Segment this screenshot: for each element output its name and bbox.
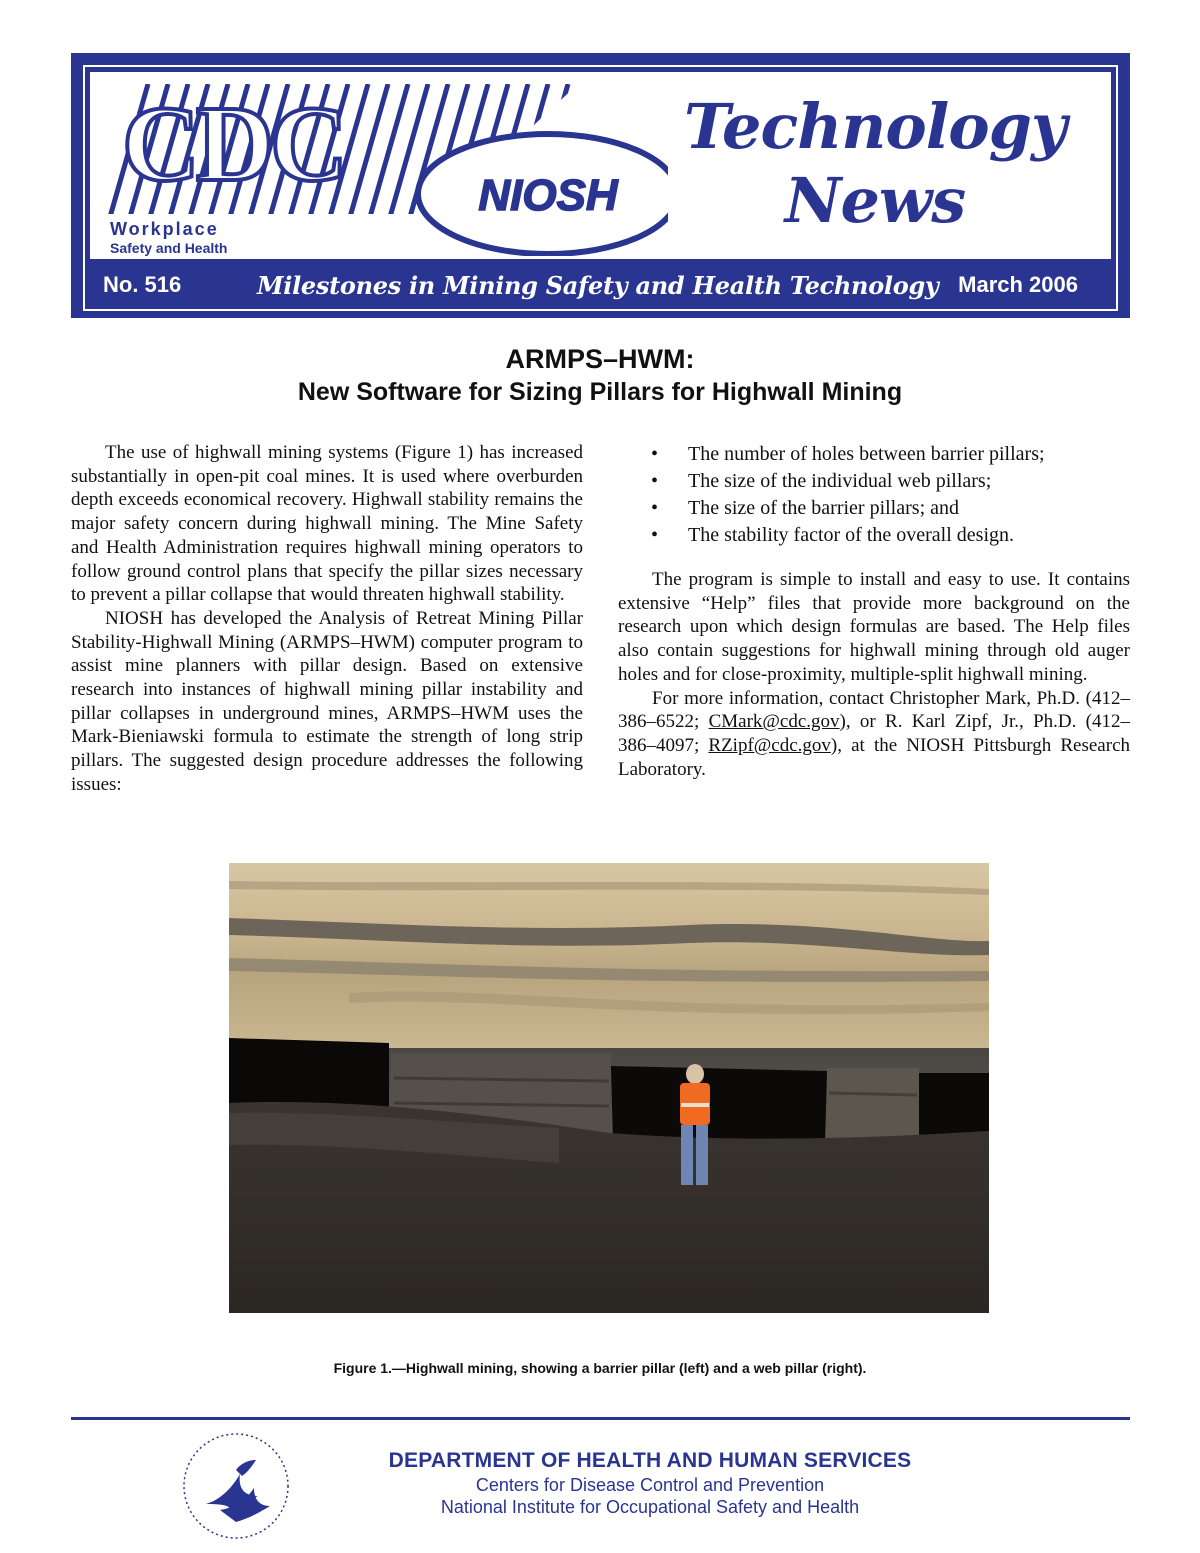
safety-health-label: Safety and Health <box>110 240 228 256</box>
article-headline <box>0 343 1200 409</box>
workplace-label: Workplace <box>110 219 219 239</box>
paragraph-intro: The use of highwall mining systems (Figure 1) has increased substantially in open-pit coal mines. It is used where overburden depth exceeds economical recovery. Highwall stability remains the major safety concern during highwall mining. The Mine Safety and Health Administration requires highwall mining operators to follow ground control plans that specify the pillar sizes necessary to prevent a pillar collapse that would threaten highwall stability. <box>71 442 583 606</box>
list-item: • The size of the individual web pillars; <box>618 468 1130 495</box>
bullet-icon: • <box>651 497 659 519</box>
highwall-scene-image <box>229 863 989 1313</box>
paragraph-contact: For more information, contact Christopher Mark, Ph.D. (412–386–6522; CMark@cdc.gov), or R. Karl Zipf, Jr., Ph.D. (412–386–4097; RZipf@cdc.gov), at the NIOSH Pittsburgh Research Laboratory. <box>618 687 1131 780</box>
issue-date: March 2006 <box>958 272 1078 297</box>
hhs-seal-icon <box>180 1430 292 1542</box>
svg-text:NIOSH: NIOSH <box>478 171 618 220</box>
series-tagline: Milestones in Mining Safety and Health Technology <box>257 271 939 300</box>
title-technology: Technology <box>683 90 1066 163</box>
article-subtitle: New Software for Sizing Pillars for Highwall Mining <box>297 378 903 406</box>
bullet-icon: • <box>651 470 659 492</box>
design-issues-list <box>618 441 1130 549</box>
paragraph-niosh: NIOSH has developed the Analysis of Retreat Mining Pillar Stability-Highwall Mining (ARMPS–HWM) computer program to assist mine planners with pillar design. Based on extensive research into instances of highwall mining pillar instability and pillar collapses in underground mines, ARMPS–HWM uses the Mark-Bieniawski formula to estimate the strength of long strip pillars. The suggested design procedure addresses the following issues: <box>71 607 583 795</box>
cdc-name: Centers for Disease Control and Prevention <box>475 1475 825 1495</box>
cdc-tagline <box>110 220 227 255</box>
figure-caption: Figure 1.—Highwall mining, showing a barrier pillar (left) and a web pillar (right). <box>333 1360 867 1376</box>
publication-title <box>650 90 1100 238</box>
highwall-photo <box>229 863 989 1313</box>
right-column <box>618 441 1130 781</box>
footer-department <box>300 1448 1000 1518</box>
footer-divider <box>71 1417 1130 1420</box>
list-item: • The number of holes between barrier pillars; <box>618 441 1130 468</box>
article-title: ARMPS–HWM: <box>505 344 695 374</box>
niosh-name: National Institute for Occupational Safety and Health <box>440 1497 860 1517</box>
bullet-icon: • <box>651 443 659 465</box>
department-name: DEPARTMENT OF HEALTH AND HUMAN SERVICES <box>388 1449 912 1472</box>
title-news: News <box>784 164 966 237</box>
left-column <box>71 441 583 797</box>
email-link-zipf[interactable]: RZipf@cdc.gov <box>708 734 831 756</box>
svg-text:CDC: CDC <box>122 85 344 204</box>
masthead <box>71 53 1130 318</box>
masthead-banner <box>87 69 1114 262</box>
bullet-icon: • <box>651 524 659 546</box>
paragraph-program: The program is simple to install and easy to use. It contains extensive “Help” files that provide more background on the research upon which design formulas are based. The Help files also contain suggestions for highwall mining through old auger holes and for close-proximity, multiple-split highwall mining. <box>618 569 1130 685</box>
issue-number: No. 516 <box>103 272 182 297</box>
issue-band <box>87 264 1114 306</box>
list-item: • The size of the barrier pillars; and <box>618 495 1130 522</box>
email-link-mark[interactable]: CMark@cdc.gov <box>708 711 840 733</box>
list-item: • The stability factor of the overall design. <box>618 522 1130 549</box>
